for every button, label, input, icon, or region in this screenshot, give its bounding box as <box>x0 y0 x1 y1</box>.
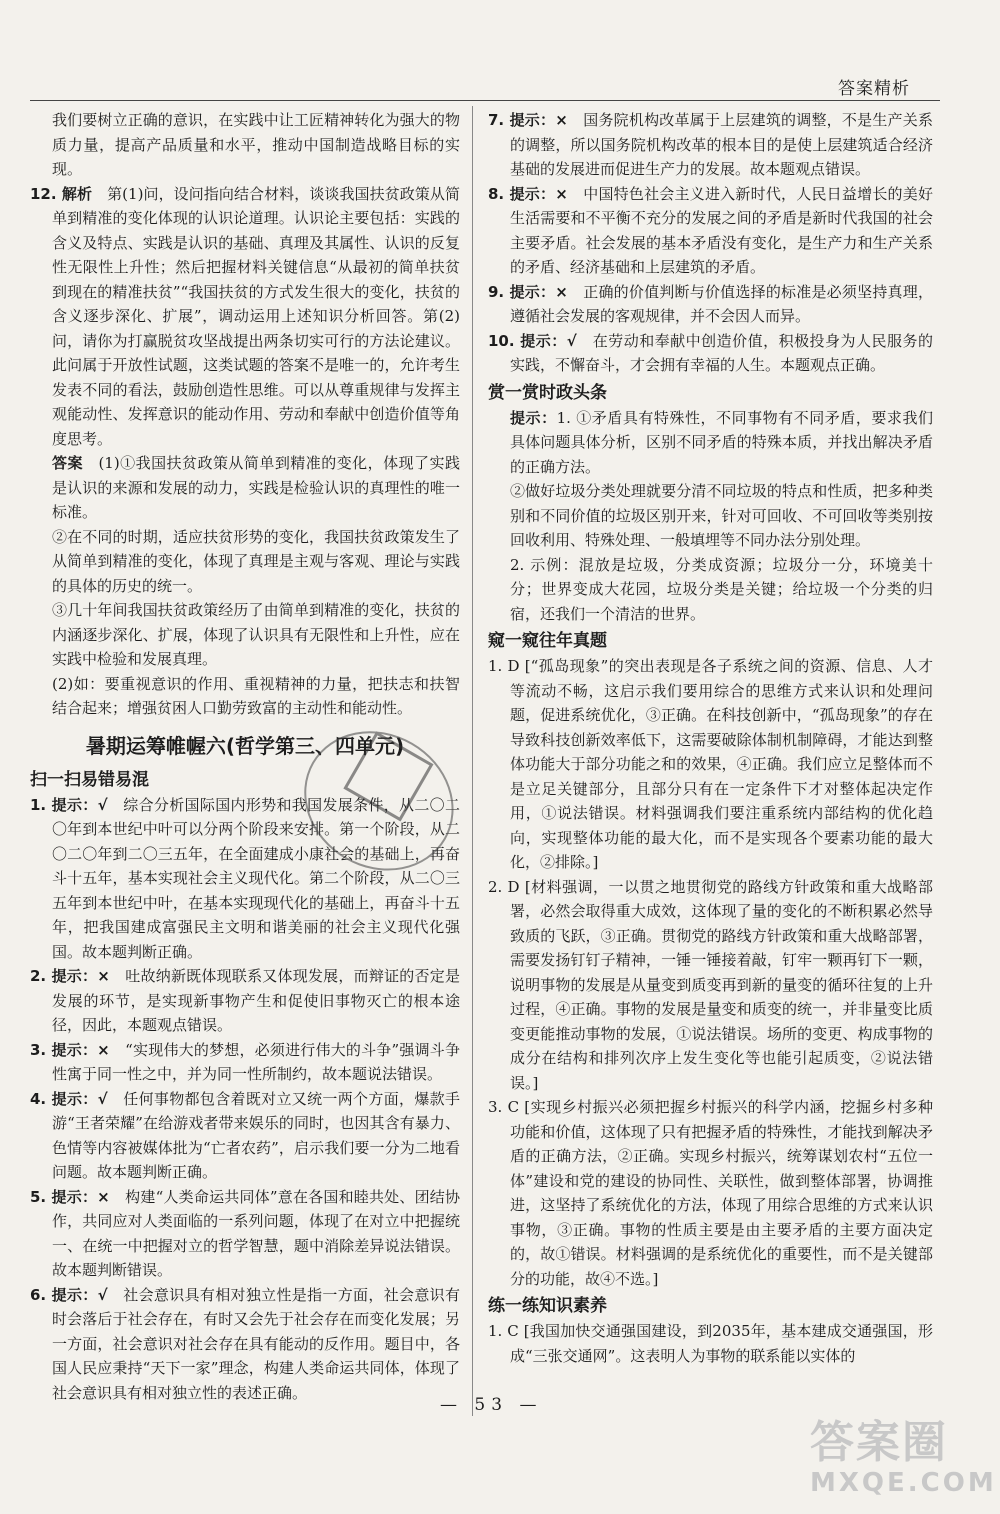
exam-answer-3: 3. C [实现乡村振兴必须把握乡村振兴的科学内涵，挖掘乡村多种功能和价值，这体现了只有把握矛盾的特殊性，才能找到解决矛盾的正确方法，②正确。实现乡村振兴，统筹谋划农村“五位一体”建设和党的建设的协同性、关联性，做到整体部署，协调推进，这坚持了系统优化的方法，体现了用综合思维的方式来认识事物，③正确。事物的性质主要是由主要矛盾的主要方面决定的，故①错误。材料强调的是系统优化的重要性，而不是关键部分的功能，故④不选。] <box>488 1098 933 1288</box>
section-title-news: 赏一赏时政头条 <box>488 382 607 403</box>
item-label: 6. 提示：√ <box>30 1285 108 1304</box>
item-text: 正确的价值判断与价值选择的标准是必须坚持真理，遵循社会发展的客观规律，并不会因人而异。 <box>510 282 933 325</box>
item-text: 社会意识具有相对独立性是指一方面，社会意识有时会落后于社会存在，有时又会先于社会存在而变化发展；另一方面，社会意识对社会存在具有能动的反作用。题目中，各国人民应秉持“天下一家”理念，构建人类命运共同体，体现了社会意识具有相对独立性的表述正确。 <box>52 1285 460 1402</box>
item-label: 4. 提示：√ <box>30 1089 108 1108</box>
list-item <box>30 964 460 1038</box>
hint-paragraph-1a <box>488 406 933 480</box>
list-item <box>30 1283 460 1406</box>
page-header-label: 答案精析 <box>838 79 910 99</box>
list-item <box>30 1087 460 1185</box>
watermark-line-1: 答案圈 <box>810 1417 948 1468</box>
hint-paragraph-1b: ②做好垃圾分类处理就要分清不同垃圾的特点和性质，把多种类别和不同价值的垃圾区别开来，针对可回收、不可回收等类别按回收利用、特殊处理、一般填埋等不同办法分别处理。 <box>510 482 933 549</box>
list-item <box>488 108 933 182</box>
hint-text-1a: 1. ①矛盾具有特殊性，不同事物有不同矛盾，要求我们具体问题具体分析，区别不同矛盾的特殊本质，并找出解决矛盾的正确方法。 <box>510 408 933 476</box>
list-item <box>30 1038 460 1087</box>
item-label: 9. 提示：× <box>488 282 568 301</box>
item-text: “实现伟大的梦想，必须进行伟大的斗争”强调斗争性寓于同一性之中，并为同一性所制约，故本题说法错误。 <box>52 1040 460 1083</box>
answer-paragraph-3: ③几十年间我国扶贫政策经历了由简单到精准的变化，扶贫的内涵逐步深化、扩展，体现了认识具有无限性和上升性，应在实践中检验和发展真理。 <box>52 601 460 668</box>
item-text: 吐故纳新既体现联系又体现发展，而辩证的否定是发展的环节，是实现新事物产生和促使旧事物灭亡的根本途径，因此，本题观点错误。 <box>52 967 460 1034</box>
item-text: 综合分析国际国内形势和我国发展条件，从二〇二〇年到本世纪中叶可以分两个阶段来安排。第一个阶段，从二〇二〇年到二〇三五年，在全面建成小康社会的基础上，再奋斗十五年，基本实现社会主义现代化。第二个阶段，从二〇三五年到本世纪中叶，在基本实现现代化的基础上，再奋斗十五年，把我国建成富强民主文明和谐美丽的社会主义现代化强国。故本题判断正确。 <box>52 795 460 961</box>
header-rule <box>30 100 940 101</box>
q12-label: 12. 解析 <box>30 184 93 203</box>
intro-paragraph: 我们要树立正确的意识，在实践中让工匠精神转化为强大的物质力量，提高产品质量和水平，推动中国制造战略目标的实现。 <box>52 111 460 178</box>
item-label: 1. 提示：√ <box>30 795 108 814</box>
answer-paragraph-2: ②在不同的时期，适应扶贫形势的变化，我国扶贫政策发生了从简单到精准的变化，体现了真理是主观与客观、理论与实践的具体的历史的统一。 <box>52 527 460 595</box>
list-item <box>30 1185 460 1283</box>
answer-label: 答案 <box>52 454 83 472</box>
item-text: 中国特色社会主义进入新时代，人民日益增长的美好生活需要和不平衡不充分的发展之间的矛盾是新时代我国的社会主要矛盾。社会发展的基本矛盾没有变化，是生产力和生产关系的矛盾、经济基础和上层建筑的矛盾。 <box>510 184 933 276</box>
practice-answer-1: 1. C [我国加快交通强国建设，到2035年，基本建成交通强国，形成“三张交通网”。这表明人为事物的联系能以实体的 <box>488 1322 933 1365</box>
right-column <box>488 108 933 1368</box>
exam-answer-2: 2. D [材料强调，一以贯之地贯彻党的路线方针政策和重大战略部署，必然会取得重大成效，这体现了量的变化的不断积累必然导致质的飞跃，③正确。贯彻党的路线方针政策和重大战略部署，需要发扬钉钉子精神，一锤一锤接着敲，钉牢一颗再钉下一颗，说明事物的发展是从量变到质变再到新的量变的循环往复的上升过程，④正确。事物的发展是量变和质变的统一，并非量变比质变更能推动事物的发展，①说法错误。场所的变更、构成事物的成分在结构和排列次序上发生变化等也能引起质变，②说法错误。] <box>488 877 933 1092</box>
item-label: 7. 提示：× <box>488 111 568 129</box>
page-number: — 53 — <box>440 1395 543 1415</box>
answer-text-1: (1)①我国扶贫政策从简单到精准的变化，体现了实践是认识的来源和发展的动力，实践是检验认识的真理性的唯一标准。 <box>52 454 460 521</box>
q12-analysis <box>30 182 460 452</box>
item-label: 3. 提示：× <box>30 1040 110 1059</box>
watermark-logo <box>810 1417 997 1508</box>
watermark-line-2: MXQE.COM <box>810 1468 997 1498</box>
item-label: 5. 提示：× <box>30 1187 110 1206</box>
list-item <box>488 182 933 280</box>
answer-paragraph-1 <box>30 451 460 525</box>
section-title-practice: 练一练知识素养 <box>488 1296 607 1316</box>
q12-text: 第(1)问，设问指向结合材料，谈谈我国扶贫政策从简单到精准的变化体现的认识论道理。认识论主要包括：实践的含义及特点、实践是认识的基础、真理及其属性、认识的反复性无限性上升性；然后把握材料关键信息“从最初的简单扶贫到现在的精准扶贫”“我国扶贫的方式发生很大的变化，扶贫的含义逐步深化、扩展”，调动运用上述知识分析回答。第(2)问，请你为打赢脱贫攻坚战提出两条切实可行的方法论建议。此问属于开放性试题，这类试题的答案不是唯一的，允许考生发表不同的看法，鼓励创造性思维。可以从尊重规律与发挥主观能动性、发挥意识的能动作用、劳动和奉献中创造价值等角度思考。 <box>52 184 460 448</box>
item-text: 构建“人类命运共同体”意在各国和睦共处、团结协作，共同应对人类面临的一系列问题，体现了在对立中把握统一、在统一中把握对立的哲学智慧，题中消除差异说法错误。故本题判断错误。 <box>52 1187 460 1279</box>
item-text: 国务院机构改革属于上层建筑的调整，不是生产关系的调整，所以国务院机构改革的根本目的是使上层建筑适合经济基础的发展进而促进生产力的发展。故本题观点错误。 <box>510 111 933 178</box>
hint-paragraph-2: 2. 示例：混放是垃圾，分类成资源；垃圾分一分，环境美十分；世界变成大花园，垃圾分类是关键；给垃圾一个分类的归宿，还我们一个清洁的世界。 <box>510 555 933 623</box>
section-title-past-exams: 窥一窥往年真题 <box>488 631 607 651</box>
list-item <box>488 280 933 329</box>
hint-label: 提示： <box>510 408 557 427</box>
section-title-errors: 扫一扫易错易混 <box>30 769 149 790</box>
item-label: 10. 提示：√ <box>488 331 577 350</box>
unit-title: 暑期运筹帷幄六(哲学第三、四单元) <box>85 733 405 758</box>
exam-answer-1: 1. D [“孤岛现象”的突出表现是各子系统之间的资源、信息、人才等流动不畅，这启示我们要用综合的思维方式来认识和处理问题，促进系统优化，③正确。在科技创新中，“孤岛现象”的存在导致科技创新效率低下，这需要破除体制机制障碍，才能达到整体功能大于部分功能之和的效果，④正确。我们应立足整体而不是立足关键部分，且部分只有在一定条件下才对整体起决定作用，①说法错误。材料强调我们要注重系统内部结构的优化趋向，实现整体功能的最大化，而不是实现各个要素功能的最大化，②排除。] <box>488 657 933 871</box>
item-text: 任何事物都包含着既对立又统一两个方面，爆款手游“王者荣耀”在给游戏者带来娱乐的同时，也因其含有暴力、色情等内容被媒体批为“亡者农药”，启示我们要一分为二地看问题。故本题判断正确。 <box>52 1089 460 1181</box>
answer-paragraph-4: (2)如：要重视意识的作用、重视精神的力量，把扶志和扶智结合起来；增强贫困人口勤劳致富的主动性和能动性。 <box>52 674 460 717</box>
column-divider <box>472 106 473 1416</box>
item-label: 2. 提示：× <box>30 967 110 985</box>
item-label: 8. 提示：× <box>488 184 568 203</box>
list-item <box>488 329 933 378</box>
item-text: 在劳动和奉献中创造价值，积极投身为人民服务的实践，不懈奋斗，才会拥有幸福的人生。本题观点正确。 <box>510 331 933 374</box>
